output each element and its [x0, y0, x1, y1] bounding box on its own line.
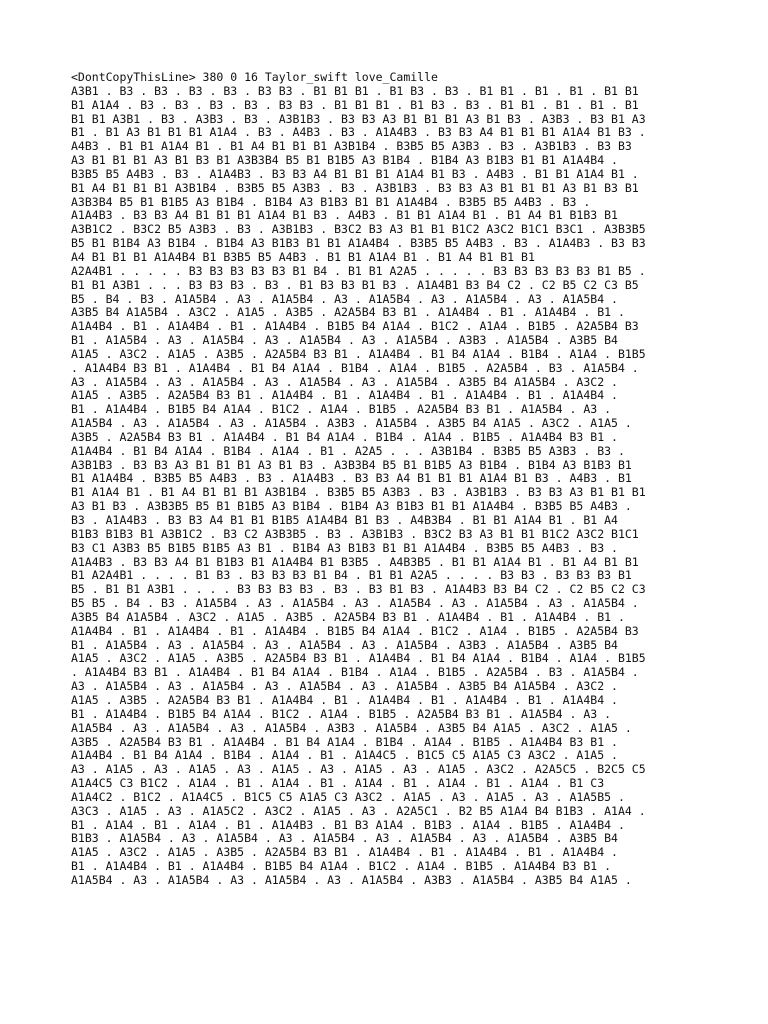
- text-line: A1A5 . A3C2 . A1A5 . A3B5 . A2A5B4 B3 B1 . A1A4B4 . B1 . A1A4B4 . B1 . A1A4B4 .: [71, 845, 618, 860]
- text-line: A3 . A1A5 . A3 . A1A5 . A3 . A1A5 . A3 . A1A5 . A3 . A1A5 . A3C2 . A2A5C5 . B2C5 C5: [71, 762, 646, 777]
- text-line: A4B3 . B1 B1 A1A4 B1 . B1 A4 B1 B1 B1 A3B1B4 . B3B5 B5 A3B3 . B3 . A3B1B3 . B3 B3: [71, 139, 632, 154]
- text-line: A1A5 . A3B5 . A2A5B4 B3 B1 . A1A4B4 . B1 . A1A4B4 . B1 . A1A4B4 . B1 . A1A4B4 .: [71, 692, 618, 707]
- text-line: A3B1 . B3 . B3 . B3 . B3 . B3 B3 . B1 B1 B1 . B1 B3 . B3 . B1 B1 . B1 . B1 . B1 B1: [71, 83, 639, 98]
- text-line: B1 . A1A4 . B1 . A1A4 . B1 . A1A4B3 . B1 B3 A1A4 . B1B3 . A1A4 . B1B5 . A1A4B4 .: [71, 817, 625, 832]
- text-line: B1 A1A4 B1 . B1 A4 B1 B1 B1 A3B1B4 . B3B5 B5 A3B3 . B3 . A3B1B3 . B3 B3 A3 B1 B1 B1: [71, 485, 646, 500]
- text-line: B1 . A1A4B4 . B1 . A1A4B4 . B1B5 B4 A1A4 . B1C2 . A1A4 . B1B5 . A1A4B4 B3 B1 .: [71, 859, 612, 874]
- text-line: B5 . B4 . B3 . A1A5B4 . A3 . A1A5B4 . A3 . A1A5B4 . A3 . A1A5B4 . A3 . A1A5B4 .: [71, 291, 618, 306]
- text-line: A1A4C2 . B1C2 . A1A4C5 . B1C5 C5 A1A5 C3 A3C2 . A1A5 . A3 . A1A5 . A3 . A1A5B5 .: [71, 789, 625, 804]
- text-line: A3 . A1A5B4 . A3 . A1A5B4 . A3 . A1A5B4 . A3 . A1A5B4 . A3B5 B4 A1A5B4 . A3C2 .: [71, 679, 618, 694]
- text-line: . A1A4B4 B3 B1 . A1A4B4 . B1 B4 A1A4 . B1B4 . A1A4 . B1B5 . A2A5B4 . B3 . A1A5B4 .: [71, 360, 639, 375]
- text-line: B5 B1 B1B4 A3 B1B4 . B1B4 A3 B1B3 B1 B1 A1A4B4 . B3B5 B5 A4B3 . B3 . A1A4B3 . B3 B3: [71, 236, 646, 251]
- text-line: B1 . A1A4B4 . B1B5 B4 A1A4 . B1C2 . A1A4 . B1B5 . A2A5B4 B3 B1 . A1A5B4 . A3 .: [71, 402, 612, 417]
- text-line: . A1A4B4 B3 B1 . A1A4B4 . B1 B4 A1A4 . B1B4 . A1A4 . B1B5 . A2A5B4 . B3 . A1A5B4 .: [71, 665, 639, 680]
- text-line: A1A4B4 . B1 B4 A1A4 . B1B4 . A1A4 . B1 . A2A5 . . . A3B1B4 . B3B5 B5 A3B3 . B3 .: [71, 443, 625, 458]
- text-line: B1 . A1A5B4 . A3 . A1A5B4 . A3 . A1A5B4 . A3 . A1A5B4 . A3B3 . A1A5B4 . A3B5 B4: [71, 637, 618, 652]
- text-line: A1A4B3 . B3 B3 A4 B1 B1 B1 A1A4 B1 B3 . A4B3 . B1 B1 A1A4 B1 . B1 A4 B1 B1B3 B1: [71, 208, 618, 223]
- text-line: A3B3B4 B5 B1 B1B5 A3 B1B4 . B1B4 A3 B1B3 B1 B1 A1A4B4 . B3B5 B5 A4B3 . B3 .: [71, 194, 591, 209]
- text-line: A1A4C5 C3 B1C2 . A1A4 . B1 . A1A4 . B1 . A1A4 . B1 . A1A4 . B1 . A1A4 . B1 C3: [71, 776, 605, 791]
- text-line: B3 C1 A3B3 B5 B1B5 B1B5 A3 B1 . B1B4 A3 B1B3 B1 B1 A1A4B4 . B3B5 B5 A4B3 . B3 .: [71, 540, 618, 555]
- text-line: A3 B1 B1 B1 A3 B1 B3 B1 A3B3B4 B5 B1 B1B5 A3 B1B4 . B1B4 A3 B1B3 B1 B1 A1A4B4 .: [71, 153, 618, 168]
- text-line: A1A5 . A3C2 . A1A5 . A3B5 . A2A5B4 B3 B1 . A1A4B4 . B1 B4 A1A4 . B1B4 . A1A4 . B1B5: [71, 651, 646, 666]
- text-line: A3B5 B4 A1A5B4 . A3C2 . A1A5 . A3B5 . A2A5B4 B3 B1 . A1A4B4 . B1 . A1A4B4 . B1 .: [71, 305, 625, 320]
- text-line: B3B5 B5 A4B3 . B3 . A1A4B3 . B3 B3 A4 B1 B1 B1 A1A4 B1 B3 . A4B3 . B1 B1 A1A4 B1 .: [71, 166, 639, 181]
- text-line: A3 . A1A5B4 . A3 . A1A5B4 . A3 . A1A5B4 . A3 . A1A5B4 . A3B5 B4 A1A5B4 . A3C2 .: [71, 374, 618, 389]
- text-line: B1 . B1 A3 B1 B1 B1 A1A4 . B3 . A4B3 . B3 . A1A4B3 . B3 B3 A4 B1 B1 B1 A1A4 B1 B3 .: [71, 125, 646, 140]
- text-line: A2A4B1 . . . . . B3 B3 B3 B3 B3 B1 B4 . B1 B1 A2A5 . . . . . B3 B3 B3 B3 B3 B1 B5 .: [71, 263, 646, 278]
- text-line: B5 . B1 B1 A3B1 . . . . B3 B3 B3 B3 . B3 . B3 B1 B3 . A1A4B3 B3 B4 C2 . C2 B5 C2 C3: [71, 582, 646, 597]
- text-line: B1 . A1A4B4 . B1B5 B4 A1A4 . B1C2 . A1A4 . B1B5 . A2A5B4 B3 B1 . A1A5B4 . A3 .: [71, 706, 612, 721]
- text-line: A1A4B3 . B3 B3 A4 B1 B1B3 B1 A1A4B4 B1 B3B5 . A4B3B5 . B1 B1 A1A4 B1 . B1 A4 B1 B1: [71, 554, 639, 569]
- header-line: <DontCopyThisLine> 380 0 16 Taylor_swift love_Camille: [71, 70, 438, 84]
- text-line: B5 B5 . B4 . B3 . A1A5B4 . A3 . A1A5B4 . A3 . A1A5B4 . A3 . A1A5B4 . A3 . A1A5B4 .: [71, 596, 639, 611]
- text-line: A3B5 . A2A5B4 B3 B1 . A1A4B4 . B1 B4 A1A4 . B1B4 . A1A4 . B1B5 . A1A4B4 B3 B1 .: [71, 429, 618, 444]
- text-line: A3B5 B4 A1A5B4 . A3C2 . A1A5 . A3B5 . A2A5B4 B3 B1 . A1A4B4 . B1 . A1A4B4 . B1 .: [71, 609, 625, 624]
- text-line: A1A5B4 . A3 . A1A5B4 . A3 . A1A5B4 . A3B3 . A1A5B4 . A3B5 B4 A1A5 . A3C2 . A1A5 .: [71, 720, 632, 735]
- text-line: A1A5 . A3C2 . A1A5 . A3B5 . A2A5B4 B3 B1 . A1A4B4 . B1 B4 A1A4 . B1B4 . A1A4 . B1B5: [71, 346, 646, 361]
- text-line: B1 B1 A3B1 . . . B3 B3 B3 . B3 . B1 B3 B3 B1 B3 . A1A4B1 B3 B4 C2 . C2 B5 C2 C3 B5: [71, 277, 639, 292]
- document-body: [71, 71, 711, 888]
- text-line: B3 . A1A4B3 . B3 B3 A4 B1 B1 B1B5 A1A4B4 B1 B3 . A4B3B4 . B1 B1 A1A4 B1 . B1 A4: [71, 513, 618, 527]
- text-line: B1 A1A4B4 . B3B5 B5 A4B3 . B3 . A1A4B3 . B3 B3 A4 B1 B1 B1 A1A4 B1 B3 . A4B3 . B1: [71, 471, 632, 486]
- text-line: B1 A4 B1 B1 B1 A3B1B4 . B3B5 B5 A3B3 . B3 . A3B1B3 . B3 B3 A3 B1 B1 B1 A3 B1 B3 B1: [71, 180, 639, 195]
- text-line: B1B3 . A1A5B4 . A3 . A1A5B4 . A3 . A1A5B4 . A3 . A1A5B4 . A3 . A1A5B4 . A3B5 B4: [71, 831, 618, 846]
- text-line: A3B1C2 . B3C2 B5 A3B3 . B3 . A3B1B3 . B3C2 B3 A3 B1 B1 B1C2 A3C2 B1C1 B3C1 . A3B3B5: [71, 222, 646, 237]
- text-line: A1A4B4 . B1 B4 A1A4 . B1B4 . A1A4 . B1 . A1A4C5 . B1C5 C5 A1A5 C3 A3C2 . A1A5 .: [71, 748, 618, 763]
- text-line: A1A5B4 . A3 . A1A5B4 . A3 . A1A5B4 . A3 . A1A5B4 . A3B3 . A1A5B4 . A3B5 B4 A1A5 .: [71, 872, 632, 887]
- text-line: B1 . A1A5B4 . A3 . A1A5B4 . A3 . A1A5B4 . A3 . A1A5B4 . A3B3 . A1A5B4 . A3B5 B4: [71, 333, 618, 348]
- text-line: B1 A2A4B1 . . . . B1 B3 . B3 B3 B3 B1 B4 . B1 B1 A2A5 . . . . B3 B3 . B3 B3 B3 B1: [71, 568, 632, 583]
- text-line: A1A5 . A3B5 . A2A5B4 B3 B1 . A1A4B4 . B1 . A1A4B4 . B1 . A1A4B4 . B1 . A1A4B4 .: [71, 388, 618, 403]
- text-line: A4 B1 B1 B1 A1A4B4 B1 B3B5 B5 A4B3 . B1 B1 A1A4 B1 . B1 A4 B1 B1 B1: [71, 249, 535, 264]
- text-line: A1A4B4 . B1 . A1A4B4 . B1 . A1A4B4 . B1B5 B4 A1A4 . B1C2 . A1A4 . B1B5 . A2A5B4 B3: [71, 319, 639, 334]
- text-line: A3B1B3 . B3 B3 A3 B1 B1 B1 A3 B1 B3 . A3B3B4 B5 B1 B1B5 A3 B1B4 . B1B4 A3 B1B3 B1: [71, 457, 632, 472]
- text-line: A3B5 . A2A5B4 B3 B1 . A1A4B4 . B1 B4 A1A4 . B1B4 . A1A4 . B1B5 . A1A4B4 B3 B1 .: [71, 734, 618, 749]
- text-line: A1A5B4 . A3 . A1A5B4 . A3 . A1A5B4 . A3B3 . A1A5B4 . A3B5 B4 A1A5 . A3C2 . A1A5 .: [71, 416, 632, 431]
- text-line: B1 A1A4 . B3 . B3 . B3 . B3 . B3 B3 . B1 B1 B1 . B1 B3 . B3 . B1 B1 . B1 . B1 . B1: [71, 97, 639, 112]
- text-line: A3C3 . A1A5 . A3 . A1A5C2 . A3C2 . A1A5 . A3 . A2A5C1 . B2 B5 A1A4 B4 B1B3 . A1A4 .: [71, 803, 646, 818]
- text-line: B1 B1 A3B1 . B3 . A3B3 . B3 . A3B1B3 . B3 B3 A3 B1 B1 B1 A3 B1 B3 . A3B3 . B3 B1 A3: [71, 111, 646, 126]
- text-line: A3 B1 B3 . A3B3B5 B5 B1 B1B5 A3 B1B4 . B1B4 A3 B1B3 B1 B1 A1A4B4 . B3B5 B5 A4B3 .: [71, 499, 632, 514]
- text-line: B1B3 B1B3 B1 A3B1C2 . B3 C2 A3B3B5 . B3 . A3B1B3 . B3C2 B3 A3 B1 B1 B1C2 A3C2 B1C1: [71, 526, 639, 541]
- text-line: A1A4B4 . B1 . A1A4B4 . B1 . A1A4B4 . B1B5 B4 A1A4 . B1C2 . A1A4 . B1B5 . A2A5B4 B3: [71, 623, 639, 638]
